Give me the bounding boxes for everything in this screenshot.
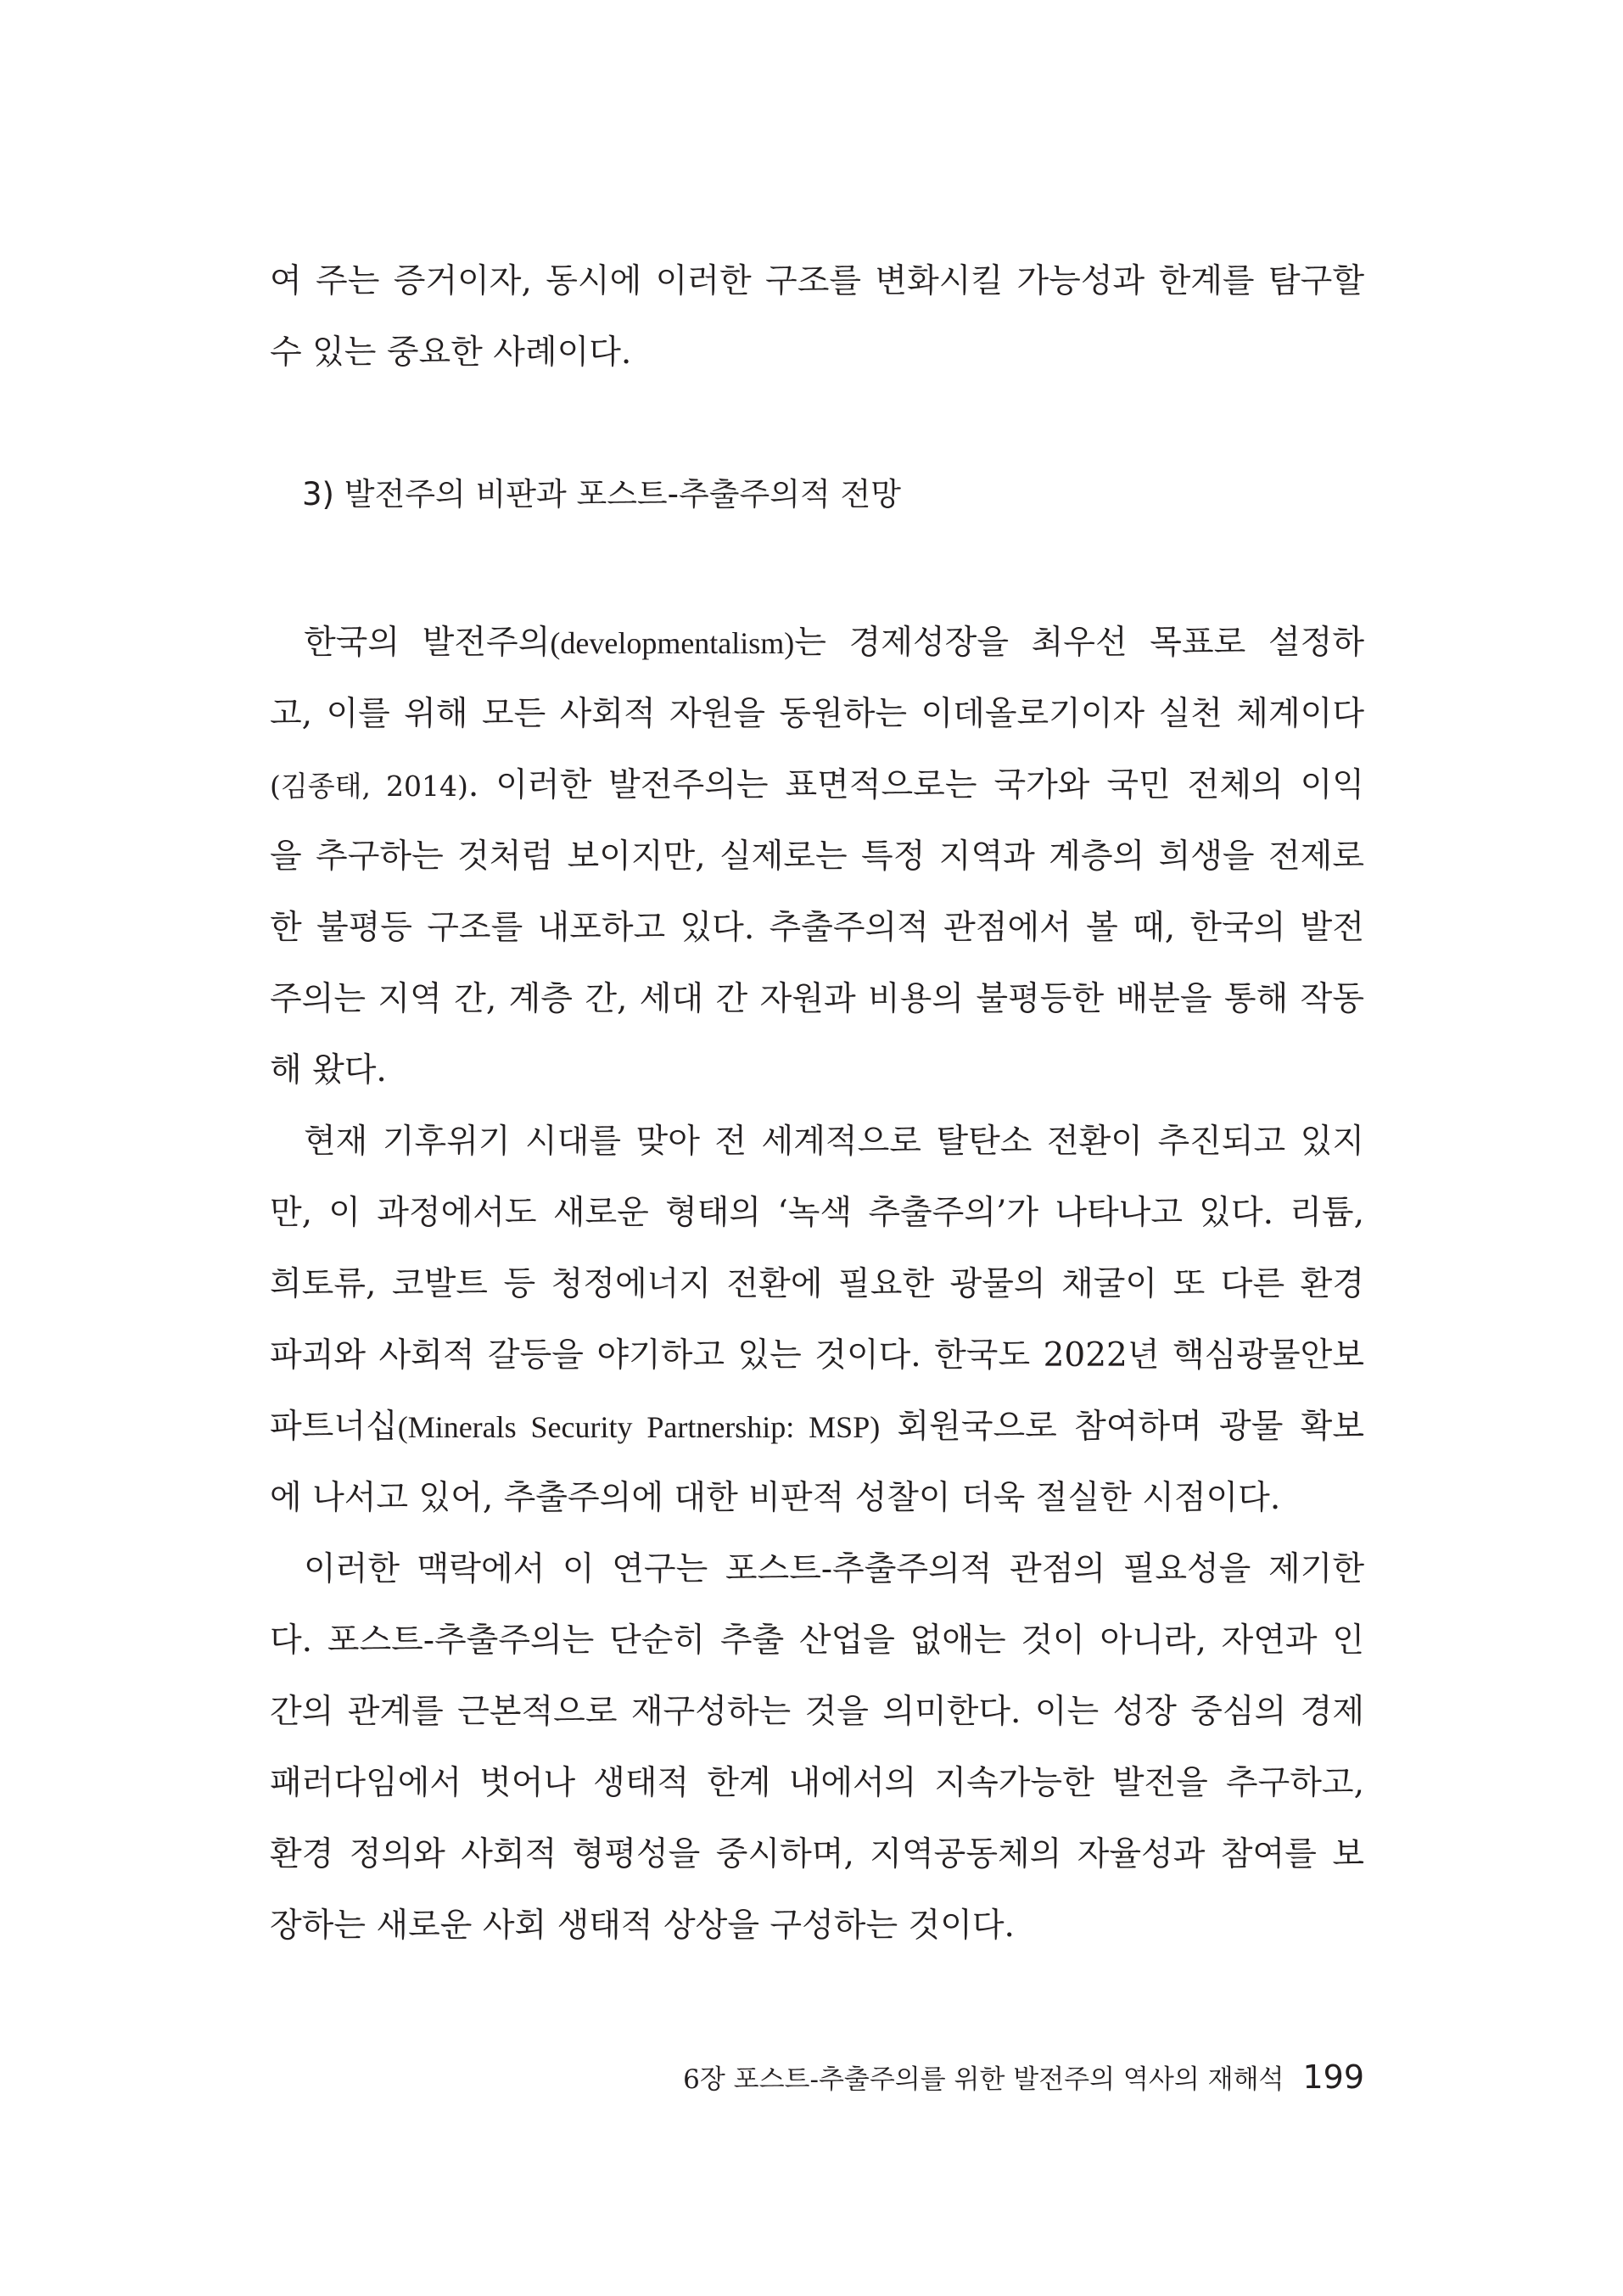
text-line: 환경 정의와 사회적 형평성을 중시하며, 지역공동체의 자율성과 참여를 보 [270,1835,1364,1873]
text-line: 고, 이를 위해 모든 사회적 자원을 동원하는 이데올로기이자 실천 체계이다 [270,695,1364,733]
text-segment: (developmentalism) [550,626,795,660]
text-line: 해 왔다. [270,1051,387,1089]
text-segment: 한국의 발전주의 [304,624,551,662]
text-line: 장하는 새로운 사회 생태적 상상을 구성하는 것이다. [270,1907,1015,1945]
text-line: 현재 기후위기 시대를 맞아 전 세계적으로 탈탄소 전환이 추진되고 있지 [304,1123,1364,1161]
text-line: 수 있는 중요한 사례이다. [270,333,632,372]
section-heading: 3) 발전주의 비판과 포스트-추출주의적 전망 [302,476,901,512]
text-line [270,750,1364,821]
text-line: 주의는 지역 간, 계층 간, 세대 간 자원과 비용의 불평등한 배분을 통해 작동 [270,980,1364,1018]
text-line [270,608,1364,679]
text-line: 여 주는 증거이자, 동시에 이러한 구조를 변화시킬 가능성과 한계를 탐구할 [270,262,1364,300]
text-segment: 파트너십 [270,1408,398,1446]
running-title: 6장 포스트-추출주의를 위한 발전주의 역사의 재해석 [683,2064,1284,2095]
text-line: 이러한 맥락에서 이 연구는 포스트-추출주의적 관점의 필요성을 제기한 [304,1550,1364,1588]
text-line [270,1392,1364,1463]
citation: (김종태, 2014) [270,770,468,803]
text-line: 한 불평등 구조를 내포하고 있다. 추출주의적 관점에서 볼 때, 한국의 발전 [270,909,1364,947]
text-line: 희토류, 코발트 등 청정에너지 전환에 필요한 광물의 채굴이 또 다른 환경 [270,1265,1364,1303]
opening-paragraph [270,246,1364,389]
text-segment: 회원국으로 참여하며 광물 확보 [880,1408,1364,1446]
text-segment: 는 경제성장을 최우선 목표로 설정하 [794,624,1364,662]
text-segment: . 이러한 발전주의는 표면적으로는 국가와 국민 전체의 이익 [467,766,1364,804]
text-line: 을 추구하는 것처럼 보이지만, 실제로는 특정 지역과 계층의 희생을 전제로 [270,837,1364,876]
page-footer [683,2052,1364,2105]
text-line: 간의 관계를 근본적으로 재구성하는 것을 의미한다. 이는 성장 중심의 경제 [270,1693,1364,1731]
paragraph-post-extractivism [270,1534,1364,1962]
paragraph-developmentalism [270,608,1364,1106]
text-segment: (Minerals Security Partnership: MSP) [397,1410,881,1444]
text-line: 에 나서고 있어, 추출주의에 대한 비판적 성찰이 더욱 절실한 시점이다. [270,1479,1281,1517]
text-line: 파괴와 사회적 갈등을 야기하고 있는 것이다. 한국도 2022년 핵심광물안보 [270,1336,1364,1375]
page-number: 199 [1302,2058,1364,2096]
paragraph-green-extractivism [270,1106,1364,1534]
text-line: 다. 포스트-추출주의는 단순히 추출 산업을 없애는 것이 아니라, 자연과 인 [270,1621,1364,1660]
text-line: 패러다임에서 벗어나 생태적 한계 내에서의 지속가능한 발전을 추구하고, [270,1764,1364,1802]
text-line: 만, 이 과정에서도 새로운 형태의 ‘녹색 추출주의’가 나타나고 있다. 리튬, [270,1194,1364,1232]
